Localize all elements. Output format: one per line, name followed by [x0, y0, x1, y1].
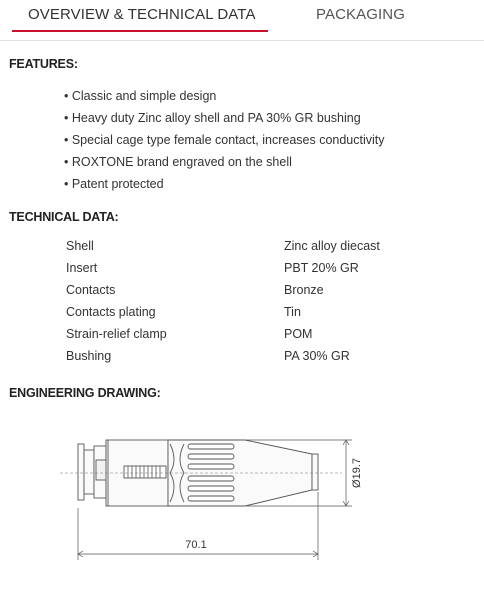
tech-label-shell: Shell	[66, 239, 94, 253]
feature-item: • Patent protected	[64, 177, 164, 191]
tab-packaging[interactable]: PACKAGING	[316, 6, 405, 23]
features-title: FEATURES:	[9, 57, 78, 71]
feature-item: • Special cage type female contact, increases conductivity	[64, 133, 385, 147]
active-tab-indicator	[12, 30, 268, 32]
technical-title: TECHNICAL DATA:	[9, 210, 119, 224]
tech-value-bushing: PA 30% GR	[284, 349, 350, 363]
feature-item: • Heavy duty Zinc alloy shell and PA 30% GR bushing	[64, 111, 361, 125]
tech-value-insert: PBT 20% GR	[284, 261, 359, 275]
tab-divider	[0, 40, 484, 41]
tech-value-shell: Zinc alloy diecast	[284, 239, 380, 253]
drawing-title: ENGINEERING DRAWING:	[9, 386, 161, 400]
tech-label-plating: Contacts plating	[66, 305, 156, 319]
dimension-length: 70.1	[185, 539, 207, 551]
tech-label-bushing: Bushing	[66, 349, 112, 363]
tech-value-plating: Tin	[284, 305, 301, 319]
dimension-diameter: Ø19.7	[351, 458, 363, 488]
tab-overview[interactable]: OVERVIEW & TECHNICAL DATA	[28, 6, 256, 23]
feature-item: • ROXTONE brand engraved on the shell	[64, 155, 292, 169]
tech-label-contacts: Contacts	[66, 283, 116, 297]
tech-label-insert: Insert	[66, 261, 98, 275]
tab-bar	[0, 0, 484, 32]
feature-item: • Classic and simple design	[64, 89, 217, 103]
tech-label-clamp: Strain-relief clamp	[66, 327, 167, 341]
tech-value-clamp: POM	[284, 327, 313, 341]
tech-value-contacts: Bronze	[284, 283, 324, 297]
engineering-drawing	[60, 418, 380, 568]
